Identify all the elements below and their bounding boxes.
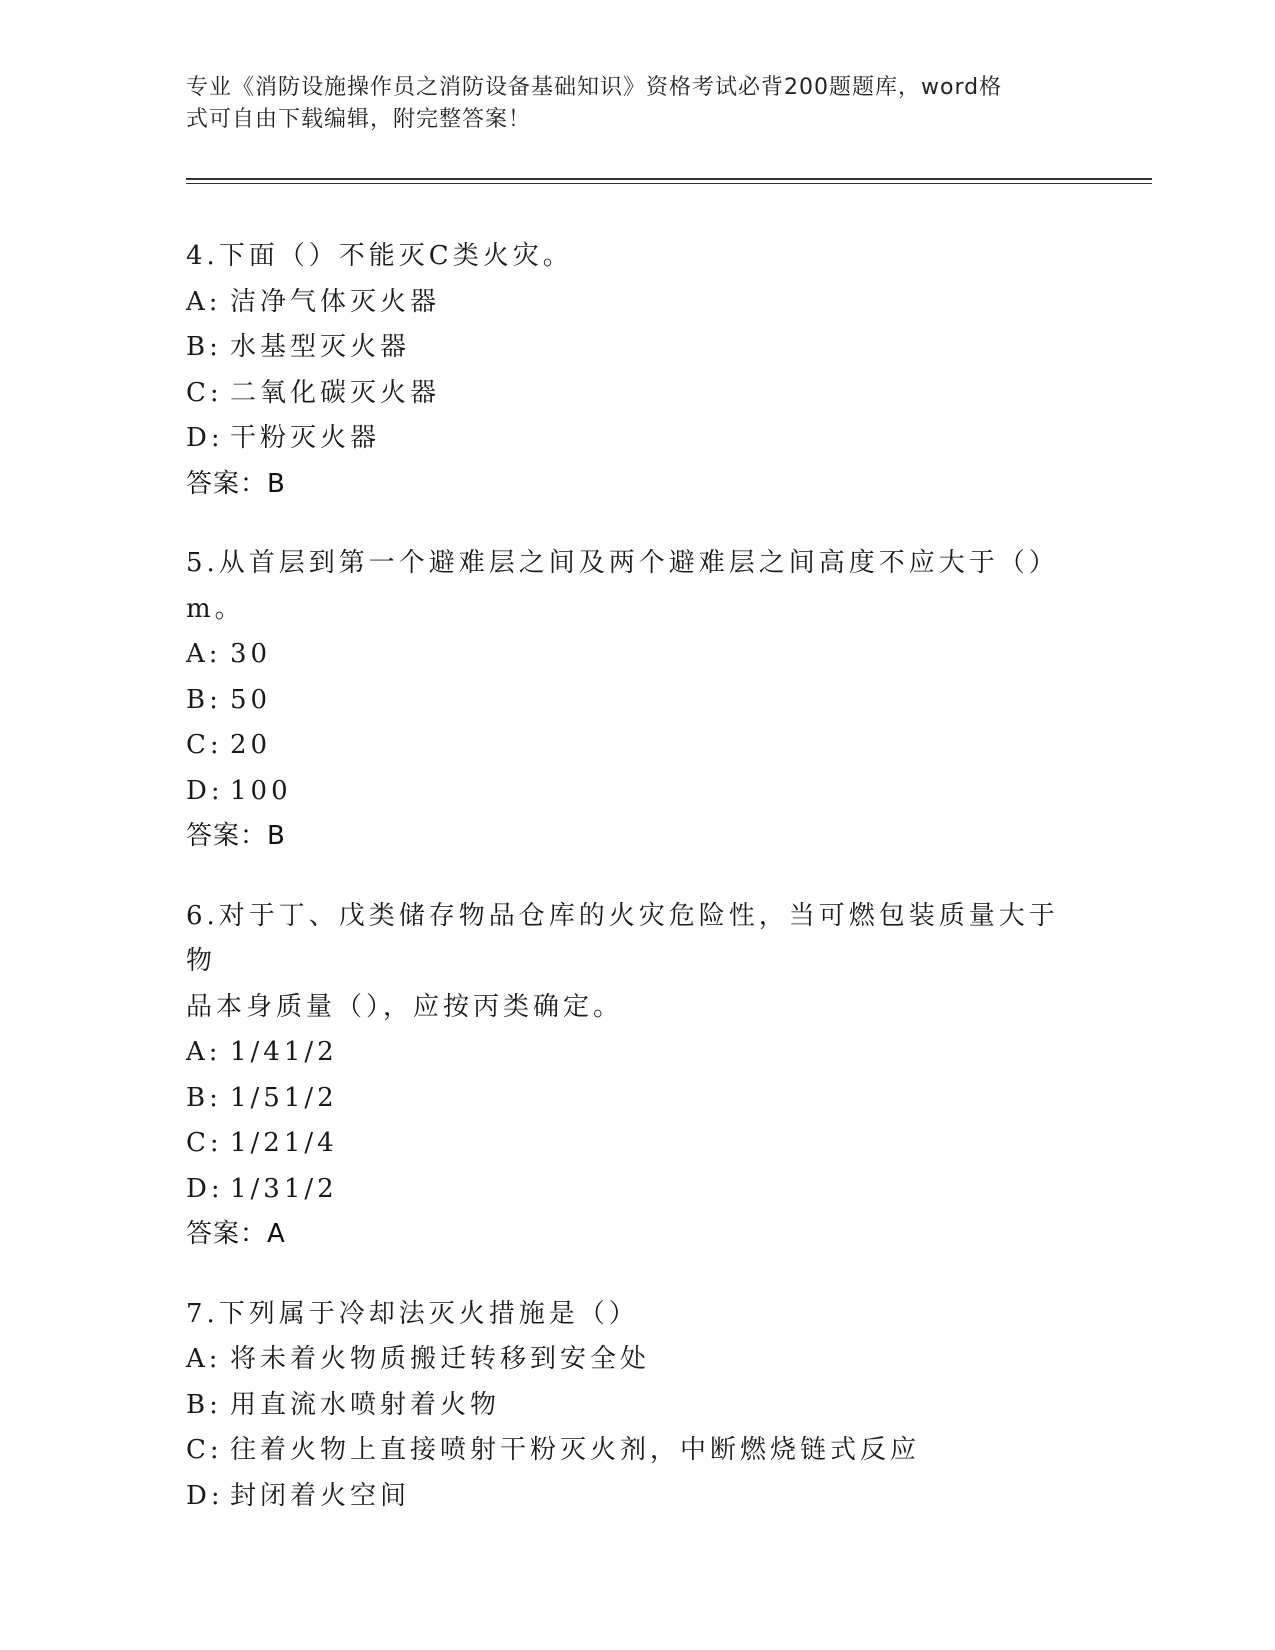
question-text: 7.下列属于冷却法灭火措施是（）: [186, 1298, 639, 1329]
option-c: [186, 1428, 1086, 1474]
answer-line: 答案：B: [186, 821, 286, 851]
option-key: A:: [186, 1037, 222, 1067]
option-text: 20: [230, 730, 272, 760]
option-d: [186, 1167, 1086, 1213]
question-text-line-2: 品本身质量（），应按丙类确定。: [186, 991, 624, 1022]
option-text: 二氧化碳灭火器: [230, 377, 441, 408]
option-text: 1/51/2: [230, 1082, 338, 1113]
header-divider: [186, 178, 1152, 180]
question-list: [186, 234, 1086, 1553]
header-line-1: 专业《消防设施操作员之消防设备基础知识》资格考试必背200题题库，word格: [186, 75, 1003, 100]
question-7: [186, 1292, 1086, 1520]
option-key: D:: [186, 1480, 224, 1511]
option-key: C:: [186, 1435, 223, 1465]
option-a: [186, 280, 1086, 326]
option-key: D:: [186, 775, 224, 806]
header-line-2: 式可自由下载编辑，附完整答案！: [186, 107, 532, 132]
option-text: 30: [230, 639, 272, 669]
option-key: D:: [186, 1173, 224, 1204]
option-key: B:: [186, 1389, 222, 1420]
answer-line: 答案：A: [186, 1219, 286, 1249]
option-key: B:: [186, 332, 222, 362]
option-key: D:: [186, 423, 224, 453]
option-d: [186, 769, 1086, 815]
option-c: [186, 723, 1086, 769]
question-6: [186, 894, 1086, 1258]
option-key: A:: [186, 286, 222, 317]
option-text: 1/41/2: [230, 1037, 338, 1067]
option-text: 100: [230, 775, 292, 806]
option-b: [186, 325, 1086, 371]
option-text: 1/31/2: [230, 1173, 338, 1204]
question-4: [186, 234, 1086, 507]
option-key: C:: [186, 730, 223, 760]
option-text: 用直流水喷射着火物: [230, 1389, 501, 1420]
option-text: 水基型灭火器: [230, 332, 411, 362]
question-text: 4.下面（）不能灭C类火灾。: [186, 241, 573, 271]
option-key: A:: [186, 639, 222, 669]
answer-line: 答案：B: [186, 468, 286, 499]
question-5: [186, 541, 1086, 860]
option-d: [186, 416, 1086, 462]
option-key: C:: [186, 1128, 223, 1158]
question-text: 5.从首层到第一个避难层之间及两个避难层之间高度不应大于（）m。: [186, 548, 1059, 624]
option-text: 50: [230, 684, 272, 715]
option-text: 洁净气体灭火器: [230, 286, 441, 317]
option-text: 干粉灭火器: [230, 423, 381, 453]
option-text: 往着火物上直接喷射干粉灭火剂，中断燃烧链式反应: [230, 1435, 921, 1465]
option-c: [186, 371, 1086, 417]
option-key: B:: [186, 684, 222, 715]
question-text-line-1: 6.对于丁、戊类储存物品仓库的火灾危险性，当可燃包装质量大于物: [186, 900, 1059, 976]
option-c: [186, 1121, 1086, 1167]
option-text: 封闭着火空间: [230, 1480, 411, 1511]
option-text: 将未着火物质搬迁转移到安全处: [230, 1344, 651, 1374]
option-a: [186, 1337, 1086, 1383]
option-key: C:: [186, 377, 223, 408]
option-b: [186, 1076, 1086, 1122]
option-key: A:: [186, 1344, 222, 1374]
option-key: B:: [186, 1082, 222, 1113]
document-header: [186, 72, 1066, 136]
option-a: [186, 632, 1086, 678]
option-text: 1/21/4: [230, 1128, 338, 1158]
option-b: [186, 678, 1086, 724]
header-divider-thin: [186, 183, 1152, 184]
option-b: [186, 1383, 1086, 1429]
option-d: [186, 1474, 1086, 1520]
option-a: [186, 1030, 1086, 1076]
